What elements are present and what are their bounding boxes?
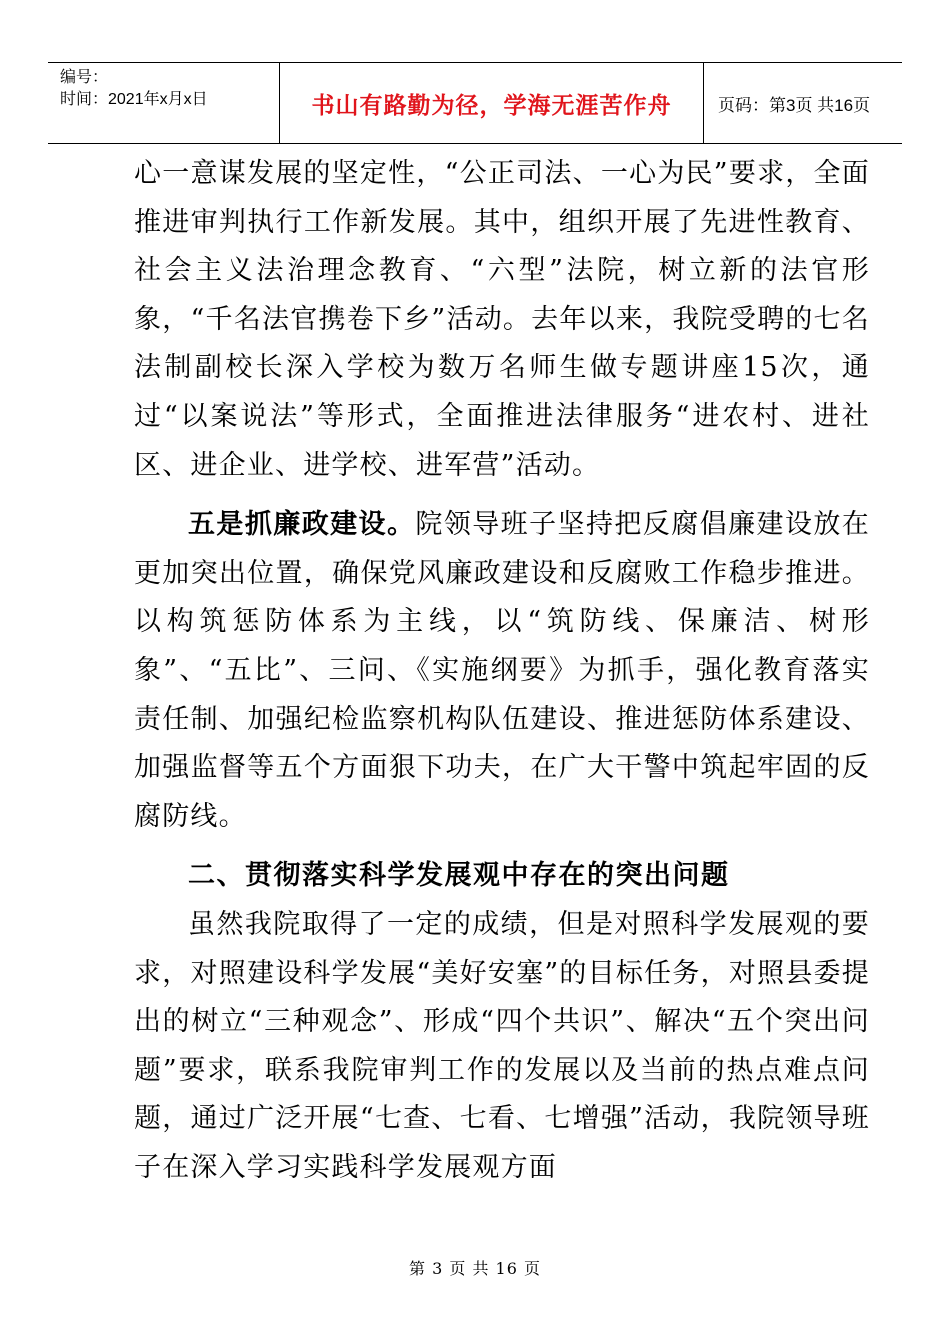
header-motto: 书山有路勤为径，学海无涯苦作舟 (311, 92, 672, 119)
section-heading: 二、贯彻落实科学发展观中存在的突出问题 (188, 860, 730, 892)
page-footer: 第 3 页 共 16 页 (409, 1259, 541, 1278)
page-header (48, 62, 902, 144)
document-time-label: 时间：2021年x月x日 (60, 91, 208, 108)
body-paragraph-anti-corruption (134, 501, 870, 841)
paragraph-lead-bold: 五是抓廉政建设。 (188, 509, 416, 541)
body-paragraph: 心一意谋发展的坚定性，“公正司法、一心为民”要求，全面推进审判执行工作新发展。其中，组织开展了先进性教育、社会主义法治理念教育、“六型”法院，树立新的法官形象，“千名法官携卷下乡”活动。去年以来，我院受聘的七名法制副校长深入学校为数万名师生做专题讲座15次，通过“以案说法”等形式，全面推进法律服务“进农村、进社区、进企业、进学校、进军营”活动。 (134, 158, 870, 481)
paragraph-text: 院领导班子坚持把反腐倡廉建设放在更加突出位置，确保党风廉政建设和反腐败工作稳步推进。以构筑惩防体系为主线，以“筑防线、保廉洁、树形象”、“五比”、三问、《实施纲要》为抓手，强化教育落实责任制、加强纪检监察机构队伍建设、推进惩防体系建设、加强监督等五个方面狠下功夫，在广大干警中筑起牢固的反腐防线。 (134, 509, 870, 832)
header-meta (48, 63, 280, 143)
document-number-label: 编号： (60, 69, 109, 86)
body-paragraph: 虽然我院取得了一定的成绩，但是对照科学发展观的要求，对照建设科学发展“美好安塞”的目标任务，对照县委提出的树立“三种观念”、形成“四个共识”、解决“五个突出问题”要求，联系我院审判工作的发展以及当前的热点难点问题，通过广泛开展“七查、七看、七增强”活动，我院领导班子在深入学习实践科学发展观方面 (134, 908, 870, 1183)
document-body (134, 150, 870, 1192)
header-page-info: 页码：第3页 共16页 (718, 95, 871, 115)
header-page-info-cell (704, 63, 902, 143)
header-motto-cell (280, 63, 704, 143)
